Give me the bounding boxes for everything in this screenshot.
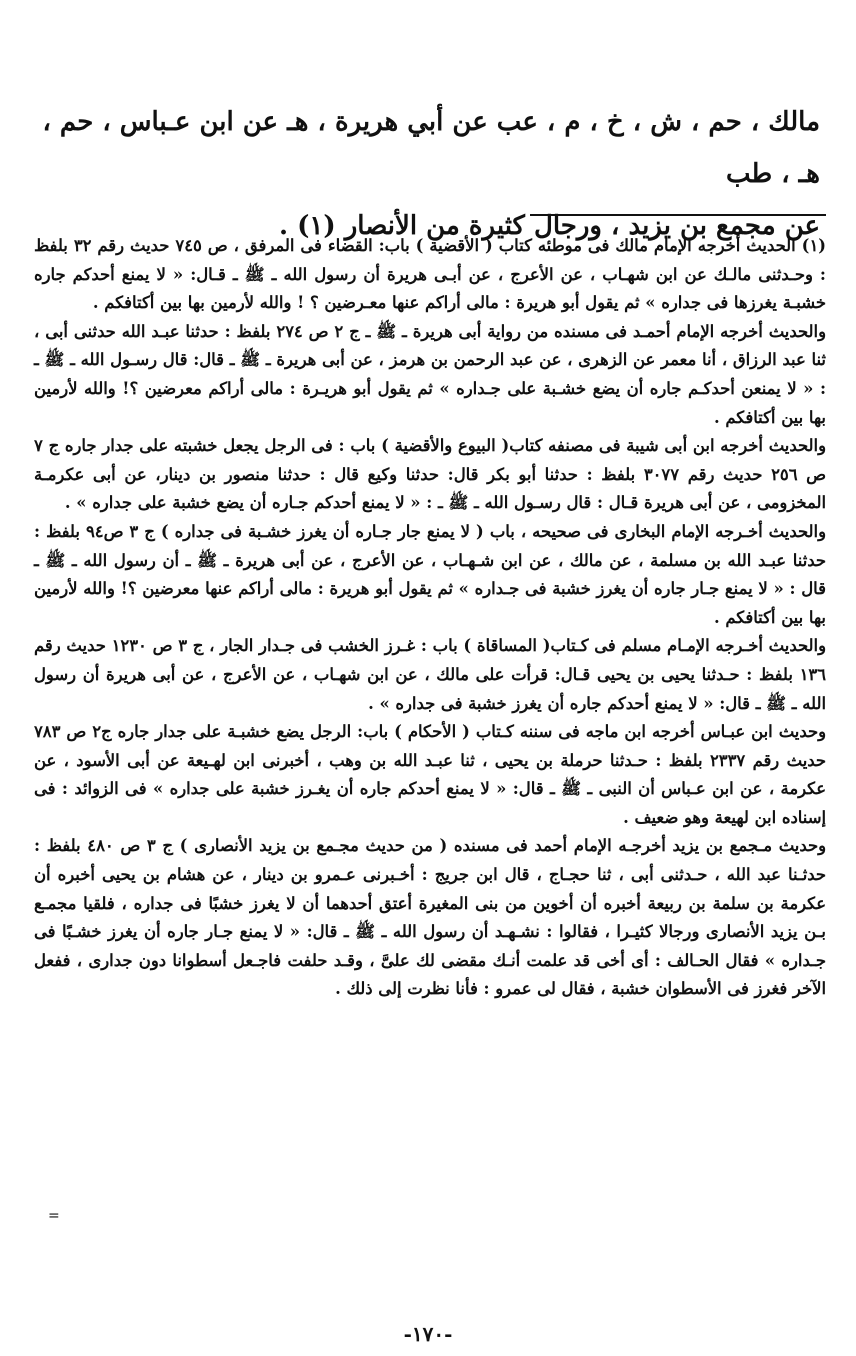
main-text-line-2: عن مجمع بن يزيد ، ورجال كثيرة من الأنصار (١) . (279, 211, 820, 241)
footnote-paragraph: والحديث أخـرجه الإمـام مسلم فى كـتاب( المساقاة ) باب : غـرز الخشب فى جـدار الجار ، ج ٣ ص ١٢٣٠ حديث رقم ١٣٦ بلفظ : حـدثنا يحيى بن يحيى قـال: قرأت على مالك ، عن ابن شهـاب ، عن الأعرج ، عن أبى هريرة أن رسول الله ـ ﷺ ـ قال: « لا يمنع أحدكم جاره أن يغرز خشبة فى جداره » . (34, 636, 826, 713)
footnote-paragraph: والحديث أخرجه ابن أبى شيبة فى مصنفه كتاب( البيوع والأقضية ) باب : فى الرجل يجعل خشبته على جدار جاره ج ٧ ص ٢٥٦ حديث رقم ٣٠٧٧ بلفظ : حدثنا أبو بكر قال: حدثنا وكيع قال : حدثنا منصور بن دينار، عن أبى عكرمـة المخزومى ، عن أبى هريرة قـال : قال رسـول الله ـ ﷺ ـ : « لا يمنع أحدكم جـاره أن يضع خشبة على جداره » . (34, 436, 826, 513)
footnote-separator (530, 214, 826, 216)
main-text-line-1: مالك ، حم ، ش ، خ ، م ، عب عن أبي هريرة ، هـ عن ابن عـباس ، حم ، هـ ، طب (42, 107, 820, 189)
footnote-paragraph: والحديث أخـرجه الإمام البخارى فى صحيحه ، باب ( لا يمنع جار جـاره أن يغرز خشـبة فى جداره ) ج ٣ ص٩٤ بلفظ : حدثنا عبـد الله بن مسلمة ، عن مالك ، عن ابن شـهـاب ، عن الأعرج ، عن أبى هريرة ـ ﷺ ـ أن رسول الله ـ ﷺ ـ قال : « لا يمنع جـار جاره أن يغرز خشبة فى جـداره » ثم يقول أبو هريرة : مالى أراكم عنها معرضين ؟! والله لأرمين بها بين أكتافكم . (34, 521, 826, 627)
page-number: -١٧٠- (403, 1322, 453, 1346)
footnote-paragraph: والحديث أخرجه الإمام أحمـد فى مسنده من رواية أبى هريرة ـ ﷺ ـ ج ٢ ص ٢٧٤ بلفظ : حدثنا عبـد الله حدثنى أبى ، ثنا عبد الرزاق ، أنا معمر عن الزهرى ، عن عبد الرحمن بن هرمز ، عن أبى هريرة ـ ﷺ ـ قال: قال رسـول الله ـ ﷺ ـ : « لا يمنعن أحدكـم جاره أن يضع خشـبة على جـداره » ثم يقول أبو هريـرة : مالى أراكم معرضين ؟! والله لأرمين بها بين أكتافكم . (34, 321, 826, 427)
footnote-paragraph: (١) الحديث أخرجه الإمام مالك فى موطئه كتاب ( الأقضية ) باب: القضاء فى المرفق ، ص ٧٤٥ حديث رقم ٣٢ بلفظ : وحـدثنى مالـك عن ابن شهـاب ، عن الأعرج ، عن أبـى هريرة أن رسول الله ـ ﷺ ـ قـال: « لا يمنع أحدكم جاره خشبـة يغرزها فى جداره » ثم يقول أبو هريرة : مالى أراكم عنها معـرضين ؟ ! والله لأرمين بها بين أكتافكم . (34, 236, 827, 313)
footnotes (34, 232, 826, 1004)
continuation-mark: = (48, 1208, 60, 1224)
main-text (40, 96, 820, 252)
footnote-paragraph: وحديث ابن عبـاس أخرجه ابن ماجه فى سننه كـتاب ( الأحكام ) باب: الرجل يضع خشبـة على جدار جاره ج٢ ص ٧٨٣ حديث رقم ٢٣٣٧ بلفظ : حـدثنا حرملة بن يحيى ، ثنا عبـد الله بن وهب ، أخبرنى ابن لهـيعة عن أبى الأسود ، عن عكرمة ، عن ابن عـباس أن النبى ـ ﷺ ـ قال: « لا يمنع أحدكم جاره أن يغـرز خشبة على جداره » فى الزوائد : فى إسناده ابن لهيعة وهو ضعيف . (34, 722, 826, 827)
footnote-paragraph: وحديث مـجمع بن يزيد أخرجـه الإمام أحمد فى مسنده ( من حديث مجـمع بن يزيد الأنصارى ) ج ٣ ص ٤٨٠ بلفظ : حدثـنا عبد الله ، حـدثنى أبى ، ثنا حجـاج ، قال ابن جريج : أخـبرنى عـمرو بن دينار ، عن هشام بن يحيى أخبره أن عكرمة بن سلمة بن ربيعة أخبره أن أخوين من بنى المغيرة أعتق أحدهما أن لا يغرز خشبًا فى جداره ، فلقيا مجمـع بـن يزيد الأنصارى ورجالا كثيـرا ، فقالوا : نشـهـد أن رسول الله ـ ﷺ ـ قال: « لا يمنع جـار جاره أن يغرز خشـبًا فى جـداره » فقال الحـالف : أى أخى قد علمت أنـك مقضى لك علىَّ ، وقـد حلفت فاجـعل أسطوانا دون جدارى ، ففعل الآخر فغرز فى الأسطوان خشبة ، فقال لى عمرو : فأنا نظرت إلى ذلك . (34, 836, 827, 999)
